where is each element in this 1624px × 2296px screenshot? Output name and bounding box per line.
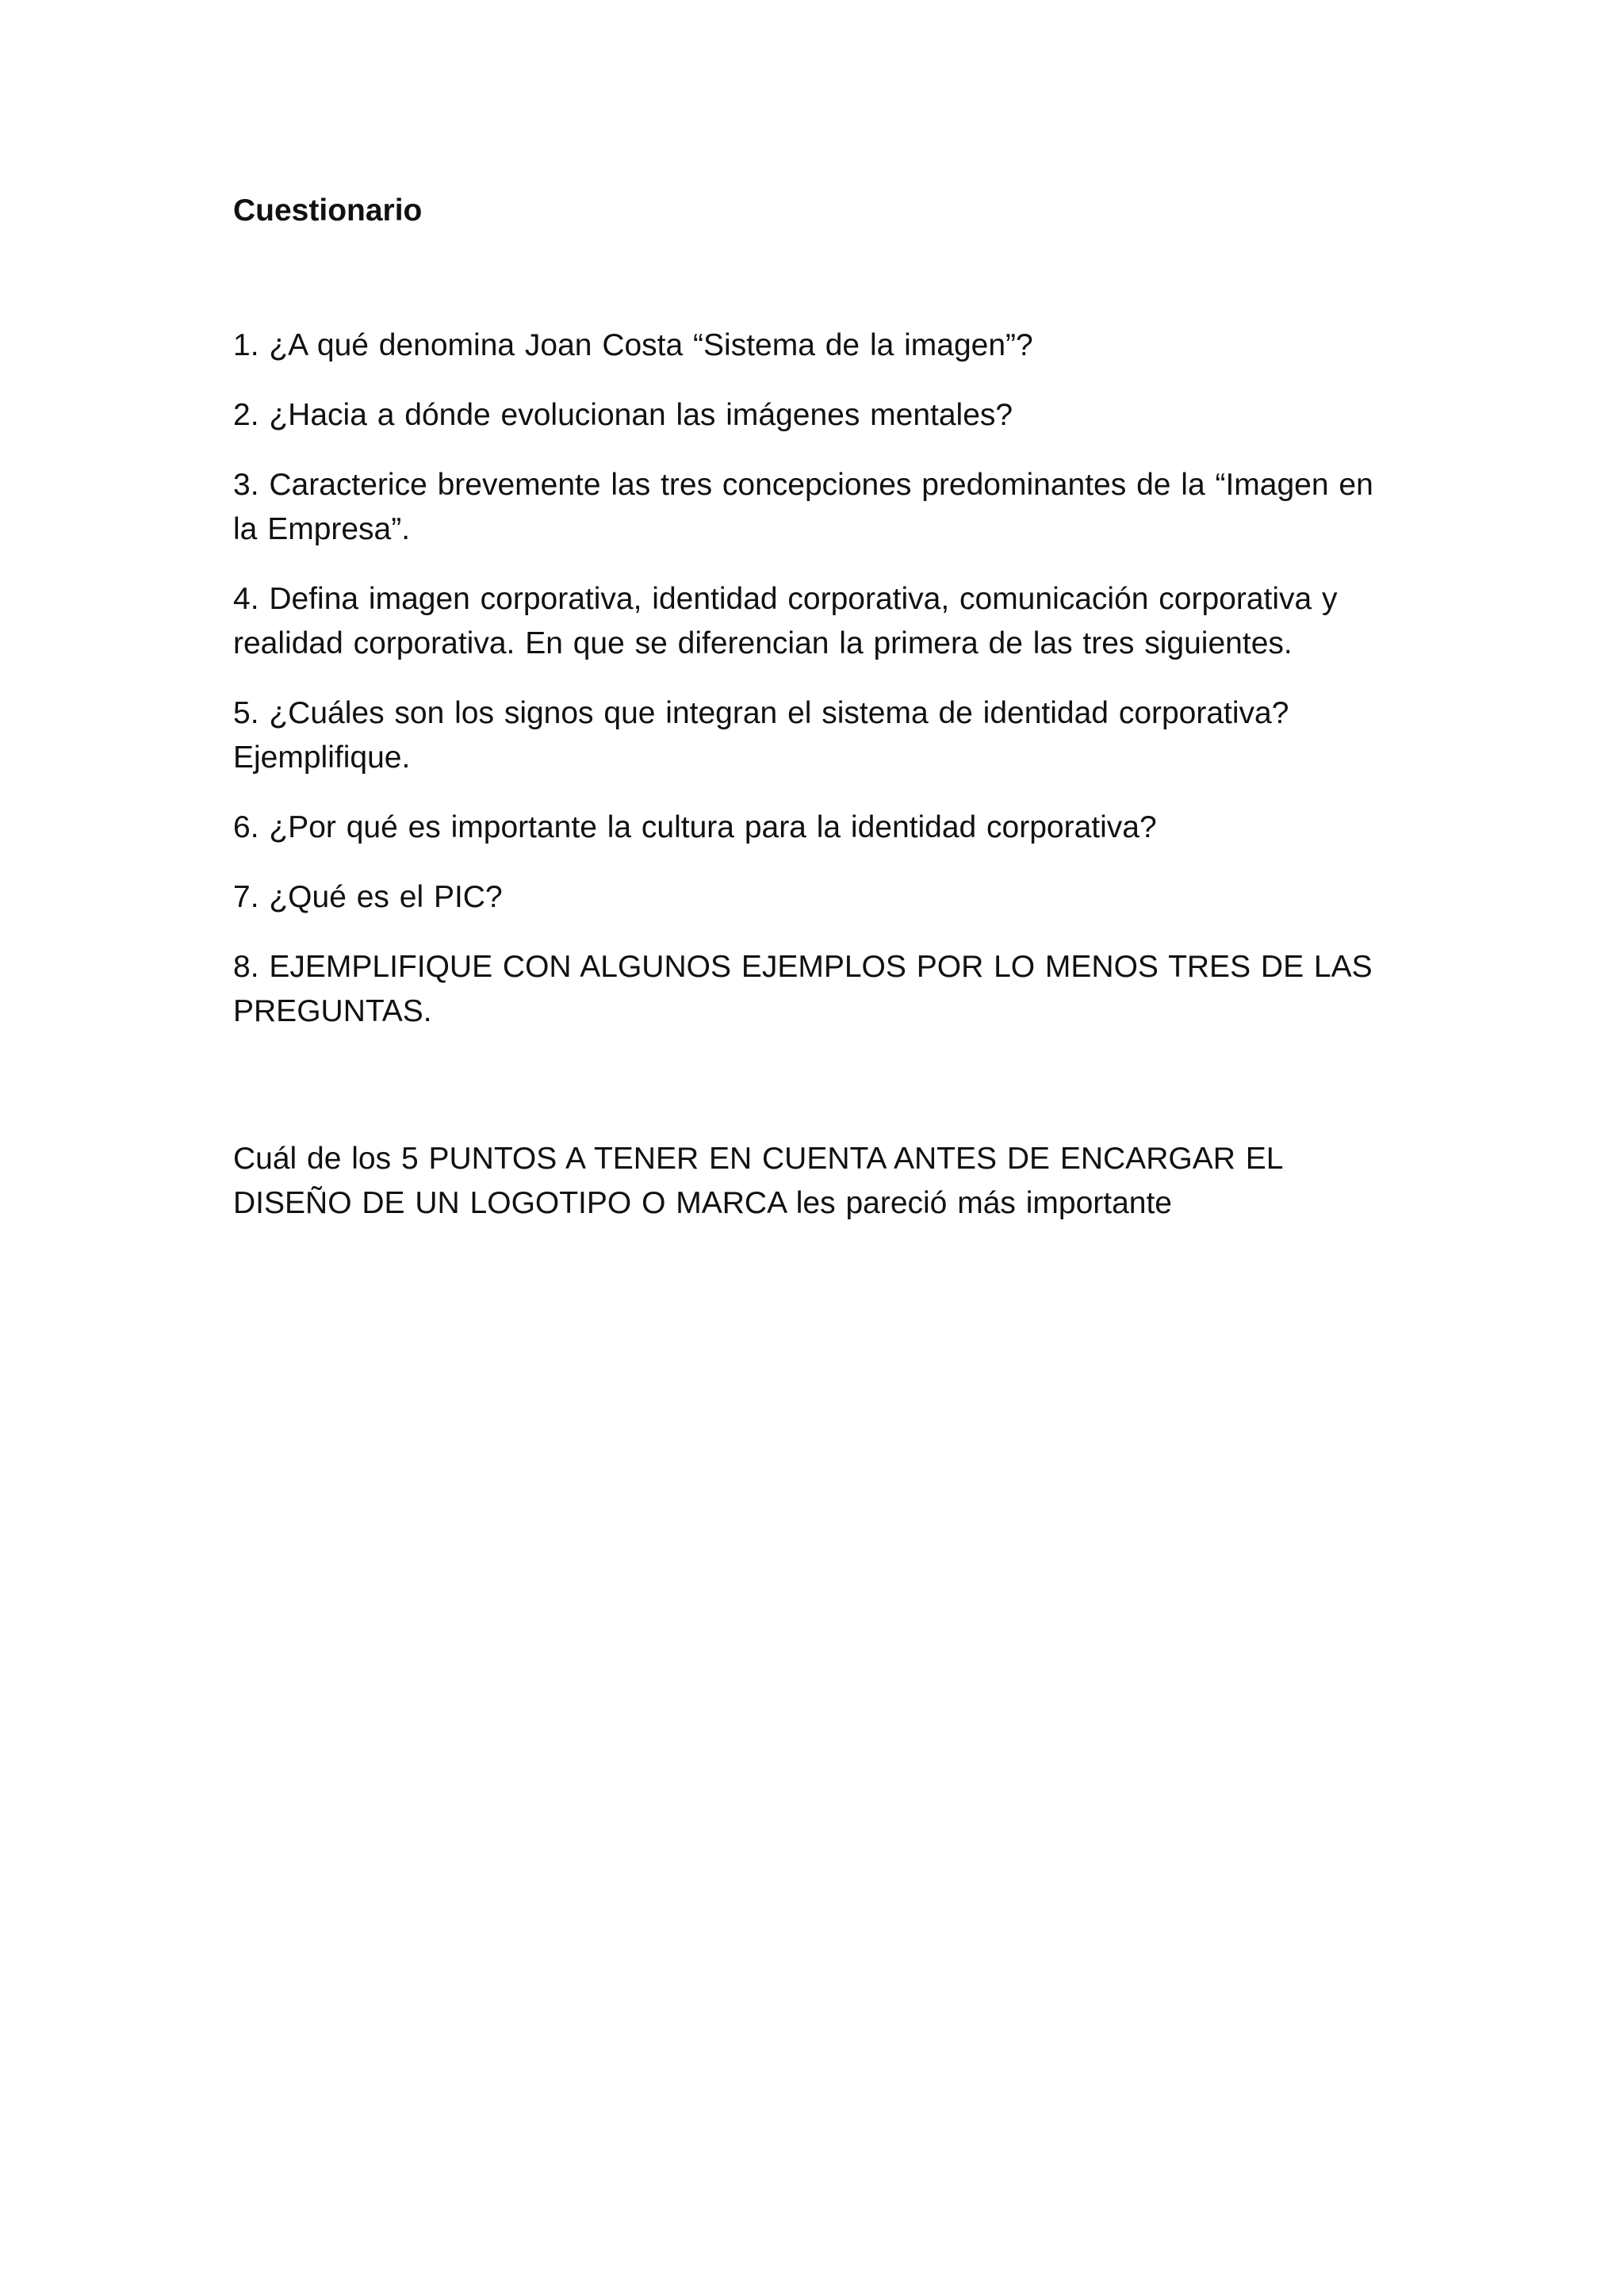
question-item: 1. ¿A qué denomina Joan Costa “Sistema de la imagen”? bbox=[233, 328, 1033, 362]
closing-question: Cuál de los 5 PUNTOS A TENER EN CUENTA ANTES DE ENCARGAR EL DISEÑO DE UN LOGOTIPO O MARCA les pareció más importante bbox=[233, 1142, 1282, 1220]
document-content bbox=[233, 189, 1407, 1226]
document-title: Cuestionario bbox=[233, 193, 423, 228]
question-item: 6. ¿Por qué es importante la cultura para la identidad corporativa? bbox=[233, 810, 1157, 844]
question-item: 7. ¿Qué es el PIC? bbox=[233, 880, 503, 914]
question-item: 4. Defina imagen corporativa, identidad corporativa, comunicación corporativa y realidad corporativa. En que se diferencian la primera de las tres siguientes. bbox=[233, 582, 1338, 660]
question-item: 3. Caracterice brevemente las tres concepciones predominantes de la “Imagen en la Empresa”. bbox=[233, 468, 1373, 546]
question-item: 8. EJEMPLIFIQUE CON ALGUNOS EJEMPLOS POR LO MENOS TRES DE LAS PREGUNTAS. bbox=[233, 950, 1373, 1028]
question-item: 5. ¿Cuáles son los signos que integran el sistema de identidad corporativa? Ejemplifique. bbox=[233, 696, 1289, 775]
question-item: 2. ¿Hacia a dónde evolucionan las imágenes mentales? bbox=[233, 398, 1013, 432]
question-list bbox=[233, 323, 1407, 1034]
